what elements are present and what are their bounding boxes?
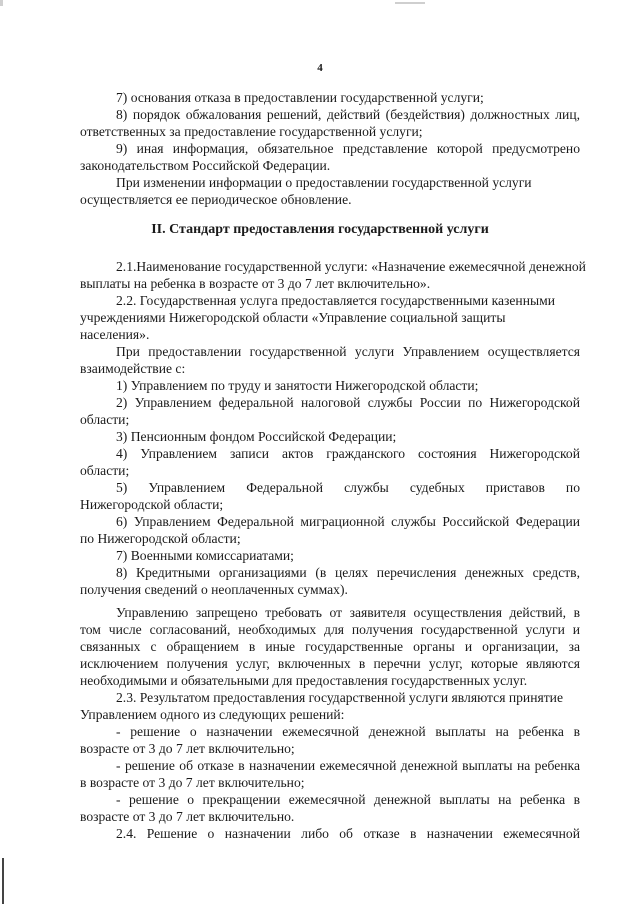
- text-line: законодательством Российской Федерации.: [80, 158, 331, 173]
- page-number: 4: [317, 62, 323, 74]
- list-item: 3) Пенсионным фондом Российской Федерации;: [116, 429, 397, 444]
- text-line: населения».: [80, 327, 150, 342]
- text-line: Управлением одного из следующих решений:: [80, 707, 345, 722]
- list-item: 8) Кредитными организациями (в целях перечисления денежных средств,: [116, 565, 580, 580]
- text-line: возрасте от 3 до 7 лет включительно;: [80, 741, 295, 756]
- text-line: взаимодействие с:: [80, 361, 186, 376]
- text-line: исключением получения услуг, включенных в перечни услуг, которые являются: [80, 656, 580, 671]
- text-line: области;: [80, 412, 130, 427]
- paragraph: При изменении информации о предоставлении государственной услуги: [116, 175, 532, 190]
- list-item: 8) порядок обжалования решений, действий (бездействия) должностных лиц,: [116, 107, 580, 122]
- list-item: 7) основания отказа в предоставлении государственной услуги;: [116, 90, 484, 105]
- list-item: 6) Управлением Федеральной миграционной службы Российской Федерации: [116, 514, 580, 529]
- paragraph: 2.1.Наименование государственной услуги: «Назначение ежемесячной денежной: [116, 259, 586, 274]
- paragraph: 2.4. Решение о назначении либо об отказе в назначении ежемесячной: [116, 826, 580, 841]
- text-line: получения сведений о неоплаченных суммах).: [80, 582, 348, 597]
- paragraph: 2.2. Государственная услуга предоставляется государственными казенными: [116, 293, 555, 308]
- text-line: выплаты на ребенка в возрасте от 3 до 7 лет включительно».: [80, 276, 431, 291]
- list-item: 2) Управлением федеральной налоговой службы России по Нижегородской: [116, 395, 580, 410]
- text-line: учреждениями Нижегородской области «Управление социальной защиты: [80, 310, 506, 325]
- text-line: необходимыми и обязательными для предоставления государственных услуг.: [80, 673, 528, 688]
- section-heading: II. Стандарт предоставления государственной услуги: [151, 222, 489, 237]
- list-item: - решение о назначении ежемесячной денежной выплаты на ребенка в: [116, 724, 580, 739]
- text-line: связанных с обращением в иные государственные органы и организации, за: [80, 639, 580, 654]
- list-item: 5) Управлением Федеральной службы судебных приставов по: [116, 480, 580, 495]
- paragraph: При предоставлении государственной услуги Управлением осуществляется: [116, 344, 580, 359]
- paragraph: Управлению запрещено требовать от заявителя осуществления действий, в: [116, 605, 580, 620]
- list-item: - решение о прекращении ежемесячной денежной выплаты на ребенка в: [116, 792, 580, 807]
- scan-artifact: [395, 2, 425, 4]
- text-line: осуществляется ее периодическое обновление.: [80, 192, 352, 207]
- list-item: 1) Управлением по труду и занятости Нижегородской области;: [116, 378, 479, 393]
- list-item: - решение об отказе в назначении ежемесячной денежной выплаты на ребенка: [116, 758, 580, 773]
- text-line: том числе согласований, необходимых для получения государственной услуги и: [80, 622, 580, 637]
- text-line: возрасте от 3 до 7 лет включительно.: [80, 809, 295, 824]
- text-line: области;: [80, 463, 130, 478]
- text-line: по Нижегородской области;: [80, 531, 241, 546]
- scan-artifact: [2, 858, 4, 904]
- text-line: Нижегородской области;: [80, 497, 224, 512]
- paragraph: 2.3. Результатом предоставления государственной услуги являются принятие: [116, 690, 563, 705]
- list-item: 4) Управлением записи актов гражданского состояния Нижегородской: [116, 446, 580, 461]
- list-item: 9) иная информация, обязательное представление которой предусмотрено: [116, 141, 580, 156]
- text-line: в возрасте от 3 до 7 лет включительно;: [80, 775, 305, 790]
- list-item: 7) Военными комиссариатами;: [116, 548, 294, 563]
- scan-artifact: [0, 0, 3, 6]
- text-line: ответственных за предоставление государственной услуги;: [80, 124, 423, 139]
